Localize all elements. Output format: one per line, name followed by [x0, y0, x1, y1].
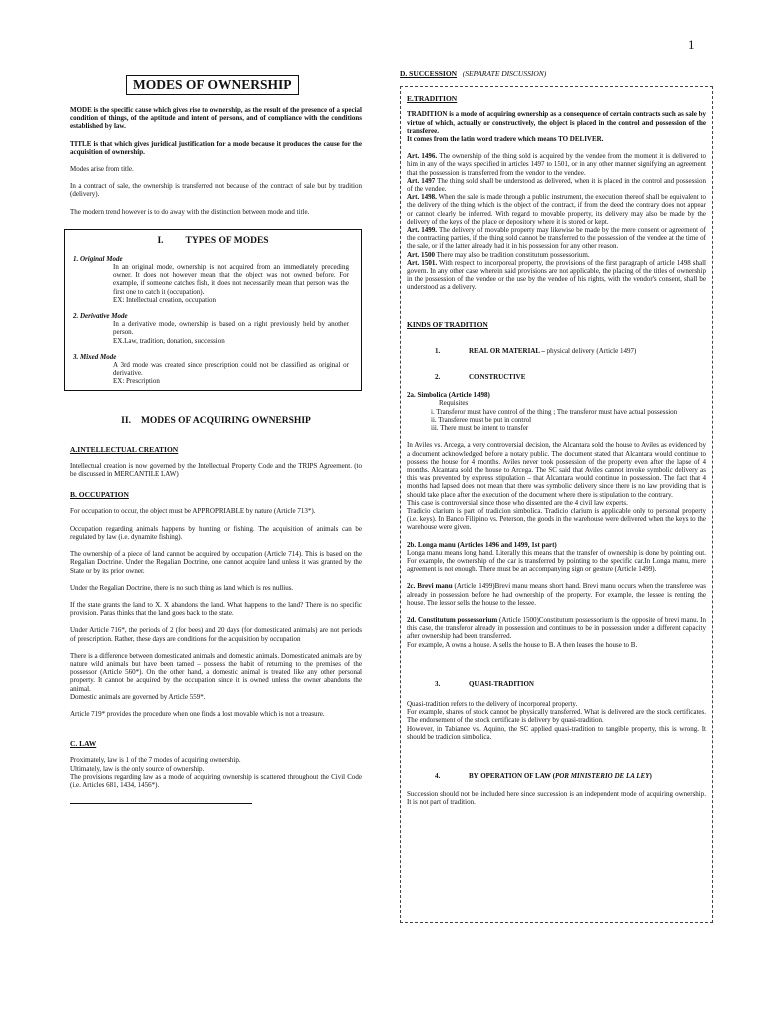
article-1497-label: Art. 1497 — [407, 176, 436, 185]
derivative-mode-text: In a derivative mode, ownership is based on a right previously held by another person. — [113, 320, 349, 337]
kind-quasi-label: QUASI-TRADITION — [469, 679, 534, 688]
article-1500-label: Art. 1500 — [407, 250, 435, 259]
kind-constructive — [407, 373, 706, 381]
occupation-paragraph-4: Under the Regalian Doctrine, there is no such thing as land which is res nullius. — [70, 583, 294, 592]
article-1496 — [407, 152, 706, 177]
acquiring-heading-number: II. — [121, 415, 131, 426]
derivative-mode-body — [73, 320, 353, 345]
kind-operation-number: 4. — [435, 771, 441, 780]
occupation-paragraph-9: Article 719* provides the procedure when one finds a lost movable which is not a treasure. — [70, 709, 325, 718]
quasi-paragraph-3: However, in Tabianee vs. Aquino, the SC applied quasi-tradition to tangible property, this is wrong. It should be tradicion simbolica. — [407, 724, 706, 741]
requisite-3: iii. There must be intent to transfer — [431, 424, 529, 433]
simbolica-heading: 2a. Simbolica (Article 1498) — [407, 391, 490, 400]
article-1497-text: The thing sold shall be understood as delivered, when it is placed in the control and possession of the vendee. — [407, 176, 706, 194]
left-column — [70, 75, 362, 804]
title-definition: TITLE is that which gives juridical justification for a mode because it produces the cause for the acquisition of ownership. — [70, 139, 362, 156]
original-mode-body — [73, 263, 353, 304]
quasi-paragraph-2: For example, shares of stock cannot be physically transferred. What is delivered are the stock certificates. The endorsement of the stock certificate is delivery by quasi-tradition. — [407, 708, 706, 725]
controversial-paragraph: This case is controversial since those who dissented are the 4 civil law experts. — [407, 498, 628, 507]
article-1497 — [407, 177, 706, 193]
types-of-modes-box — [64, 229, 362, 391]
intro-paragraph-1: Modes arise from title. — [70, 165, 134, 174]
article-1499-label: Art. 1499. — [407, 226, 438, 235]
article-1500-text: There may also be tradition constitutum possessorium. — [436, 250, 590, 259]
constitutum-example: For example, A owns a house. A sells the house to B. A then leases the house to B. — [407, 640, 638, 649]
intellectual-paragraph: Intellectual creation is now governed by the Intellectual Property Code and the TRIPS Agreement. (to be discussed in MERCANTILE LAW) — [70, 461, 362, 479]
constitutum-paragraph — [407, 616, 706, 641]
occupation-paragraph-3: The ownership of a piece of land cannot be acquired by occupation (Article 714). This is based on the Regalian Doctrine. Under the Regalian Doctrine, one cannot acquire land unless it was granted by the State or by its prior owner. — [70, 550, 362, 575]
types-heading-text: TYPES OF MODES — [185, 235, 269, 246]
article-1496-label: Art. 1496. — [407, 152, 438, 161]
kind-constructive-number: 2. — [435, 373, 441, 382]
constitutum-heading: 2d. Constitutum possessorium — [407, 615, 498, 624]
law-line-1: Proximately, law is 1 of the 7 modes of acquiring ownership. — [70, 756, 241, 765]
longa-heading: 2b. Longa manu (Articles 1496 and 1499, 1st part) — [407, 540, 557, 549]
tradition-box — [400, 86, 713, 923]
article-1501-label: Art. 1501. — [407, 258, 438, 267]
article-1499-text: The delivery of movable property may likewise be made by the mere consent or agreement of the contracting parties, if the thing sold cannot be transferred to the possession of the vendee at the time of the sale, or if the latter already had it in his possession for any other reason. — [407, 226, 706, 251]
succession-heading — [400, 70, 713, 78]
occupation-paragraph-5: If the state grants the land to X. X abandons the land. What happens to the land? There is no specific provision. Paras thinks that the land goes back to the state. — [70, 600, 362, 618]
article-1498-text: When the sale is made through a public instrument, the execution thereof shall be equivalent to the delivery of the thing which is the object of the contract, if from the deed the contrary does not appear or cannot clearly be inferred. With regard to movable property, its delivery may also be made by the delivery of the keys of the place or depository where it is stored or kept. — [407, 193, 706, 226]
original-mode-example: EX: Intellectual creation, occupation — [113, 295, 217, 304]
brevi-paragraph — [407, 582, 706, 607]
aviles-paragraph: In Aviles vs. Arcega, a very controversial decision, the Alcantara sold the house to Aviles as evidenced by a document acknowledged before a notary public. The document stated that Alcantara would continue to possess the house for 4 months. Aviles never took possession of the property even after the lapse of 4 months. Alcantara sold the house to Arcega. The SC said that Aviles cannot invoke symbolic delivery as this was prevented by express stipulation – that Alcantara would continue in possession. The fact that 4 months had lapsed does not mean that there was symbolic delivery since there is no law providing that is should take place after the execution of the document where there is stipulation to the contrary. — [407, 441, 706, 499]
types-heading-number: I. — [157, 235, 164, 246]
tradition-definition: TRADITION is a mode of acquiring ownership as a consequence of certain contracts such as sale by virtue of which, actually or constructively, the object is placed in the control and possession of the transferee. — [407, 110, 706, 135]
brevi-heading: 2c. Brevi manu — [407, 582, 453, 591]
longa-paragraph: Longa manu means long hand. Literally this means that the transfer of ownership is done by pointing out. For example, the ownership of the car is transferred by pointing to the specific car.In Longa manu, mere agreement is not enough. There must be an accompanying sign or gesture (Article 1499). — [407, 548, 706, 574]
original-mode-label: 1. Original Mode — [73, 254, 123, 263]
brevi-text: (Article 1499)Brevi manu means short hand. Brevi manu occurs when the transferee was already in possession before he had ownership of the property. For example, the lessee is renting the house. The lessor sells the house to the lessee. — [407, 582, 706, 607]
law-line-2: Ultimately, law is the only source of ownership. — [70, 764, 205, 773]
intro-paragraph-3: The modern trend however is to do away with the distinction between mode and title. — [70, 207, 310, 216]
derivative-mode-label: 2. Derivative Mode — [73, 312, 128, 321]
article-1501-text: With respect to incorporeal property, the provisions of the first paragraph of article 1498 shall govern. In any other case wherein said provisions are not applicable, the placing of the titles of ownership in the possession of the vendee or the use by the vendee of his rights, with the vendor's consent, shall be understood as a delivery. — [407, 258, 707, 292]
occupation-paragraph-8: Domestic animals are governed by Article 559*. — [70, 692, 206, 701]
succession-note: (SEPARATE DISCUSSION) — [462, 69, 547, 78]
tradition-heading: E.TRADITION — [407, 94, 458, 104]
mixed-mode-example: EX: Prescription — [113, 377, 160, 386]
law-heading: C. LAW — [70, 739, 97, 749]
requisite-2: ii. Transferee must be put in control — [431, 415, 532, 424]
kinds-heading: KINDS OF TRADITION — [407, 319, 488, 329]
kind-quasi-number: 3. — [435, 679, 441, 688]
kind-real-desc: physical delivery (Article 1497) — [544, 346, 637, 355]
constitutum-text: (Article 1500)Constitutum possessorium is the opposite of brevi manu. In this case, the transferor already in possession and continues to be in possession under a different capacity after ownership had been transferred. — [407, 615, 706, 641]
acquiring-heading — [70, 416, 362, 427]
kind-operation-latin: POR MINISTERIO DE LA LEY — [554, 771, 650, 780]
mixed-mode-body — [73, 361, 353, 386]
occupation-paragraph-1: For occupation to occur, the object must be APPROPRIABLE by nature (Article 713*). — [70, 507, 316, 516]
article-1496-text: The ownership of the thing sold is acquired by the vendee from the moment it is delivered to him in any of the ways specified in articles 1497 to 1501, or in any other manner signifying an agreement that the possession is transferred from the vendor to the vendee. — [407, 152, 706, 177]
requisite-1: i. Transferor must have control of the thing ; The transferor must have actual possession — [431, 407, 678, 416]
derivative-mode-example: EX.Law, tradition, donation, succession — [113, 336, 225, 345]
document-title: MODES OF OWNERSHIP — [126, 75, 299, 95]
kind-operation-close: ) — [649, 771, 652, 780]
tradition-latin: It comes from the latin word tradere which means TO DELIVER. — [407, 135, 604, 144]
mixed-mode-label: 3. Mixed Mode — [73, 352, 117, 361]
right-column — [400, 70, 713, 923]
occupation-paragraph-7: There is a difference between domesticated animals and domestic animals. Domesticated animals are by nature wild animals but have been tamed – possess the habit of returning to the premises of the possessor (Article 560*). On the other hand, a domestic animal is treated like any other personal property. It cannot be acquired by the occupation since it is owned unless the owner abandons the animal. — [70, 651, 362, 693]
occupation-paragraph-6: Under Article 716*, the periods of 2 (for bees) and 20 days (for domesticated animals) are not periods of prescription. Rather, these days are conditions for the acquisition by occupation — [70, 626, 362, 643]
acquiring-heading-text: MODES OF ACQUIRING OWNERSHIP — [140, 415, 311, 426]
kind-quasi — [407, 680, 706, 688]
operation-of-law-paragraph: Succession should not be included here since succession is an independent mode of acquiring ownership. It is not part of tradition. — [407, 790, 706, 807]
mixed-mode-text: A 3rd mode was created since prescription could not be classified as original or derivative. — [113, 361, 349, 378]
kind-real-label: REAL OR MATERIAL – — [469, 346, 545, 355]
intro-paragraph-2: In a contract of sale, the ownership is transferred not because of the contract of sale but by tradition (delivery). — [70, 182, 362, 199]
article-1498-label: Art. 1498. — [407, 193, 437, 202]
clarium-paragraph: Tradicio clarium is part of tradicion simbolica. Tradicio clarium is applicable only to personal property (i.e. keys). In Banco Filipino vs. Peterson, the goods in the warehouse were delivered when the keys to the warehouse were given. — [407, 506, 706, 532]
occupation-heading: B. OCCUPATION — [70, 490, 129, 500]
law-line-3: The provisions regarding law as a mode of acquiring ownership is scattered throughout the Civil Code (i.e. Articles 681, 1434, 1456*). — [70, 772, 362, 789]
succession-heading-text: D. SUCCESSION — [400, 69, 458, 78]
requisites-block — [407, 399, 706, 432]
mode-definition: MODE is the specific cause which gives rise to ownership, as the result of the presence of a special condition of things, of the aptitude and intent of persons, and of compliance with the conditions established by law. — [70, 106, 362, 131]
types-heading — [73, 236, 353, 247]
original-mode-text: In an original mode, ownership is not acquired from an immediately preceding owner. It does not however mean that the object was not owned before. For example, if someone catches fish, it does not necessarily mean that person was the first one to catch it (occupation). — [113, 263, 349, 296]
quasi-paragraph-1: Quasi-tradition refers to the delivery of incorporeal property. — [407, 699, 578, 708]
article-1498 — [407, 193, 706, 226]
kind-constructive-label: CONSTRUCTIVE — [469, 373, 526, 382]
kind-real-number: 1. — [435, 346, 441, 355]
requisites-label: Requisites — [439, 399, 469, 408]
kind-real — [407, 347, 706, 355]
kind-operation-of-law — [407, 772, 706, 780]
occupation-paragraph-2: Occupation regarding animals happens by hunting or fishing. The acquisition of animals can be regulated by law (i.e. dynamite fishing). — [70, 524, 362, 541]
kind-operation-label: BY OPERATION OF LAW ( — [469, 771, 555, 780]
page-number: 1 — [688, 37, 695, 52]
intellectual-heading: A.INTELLECTUAL CREATION — [70, 444, 179, 454]
article-1500 — [407, 251, 706, 259]
article-1501 — [407, 259, 706, 292]
article-1499 — [407, 226, 706, 251]
footnote-divider — [70, 803, 252, 804]
